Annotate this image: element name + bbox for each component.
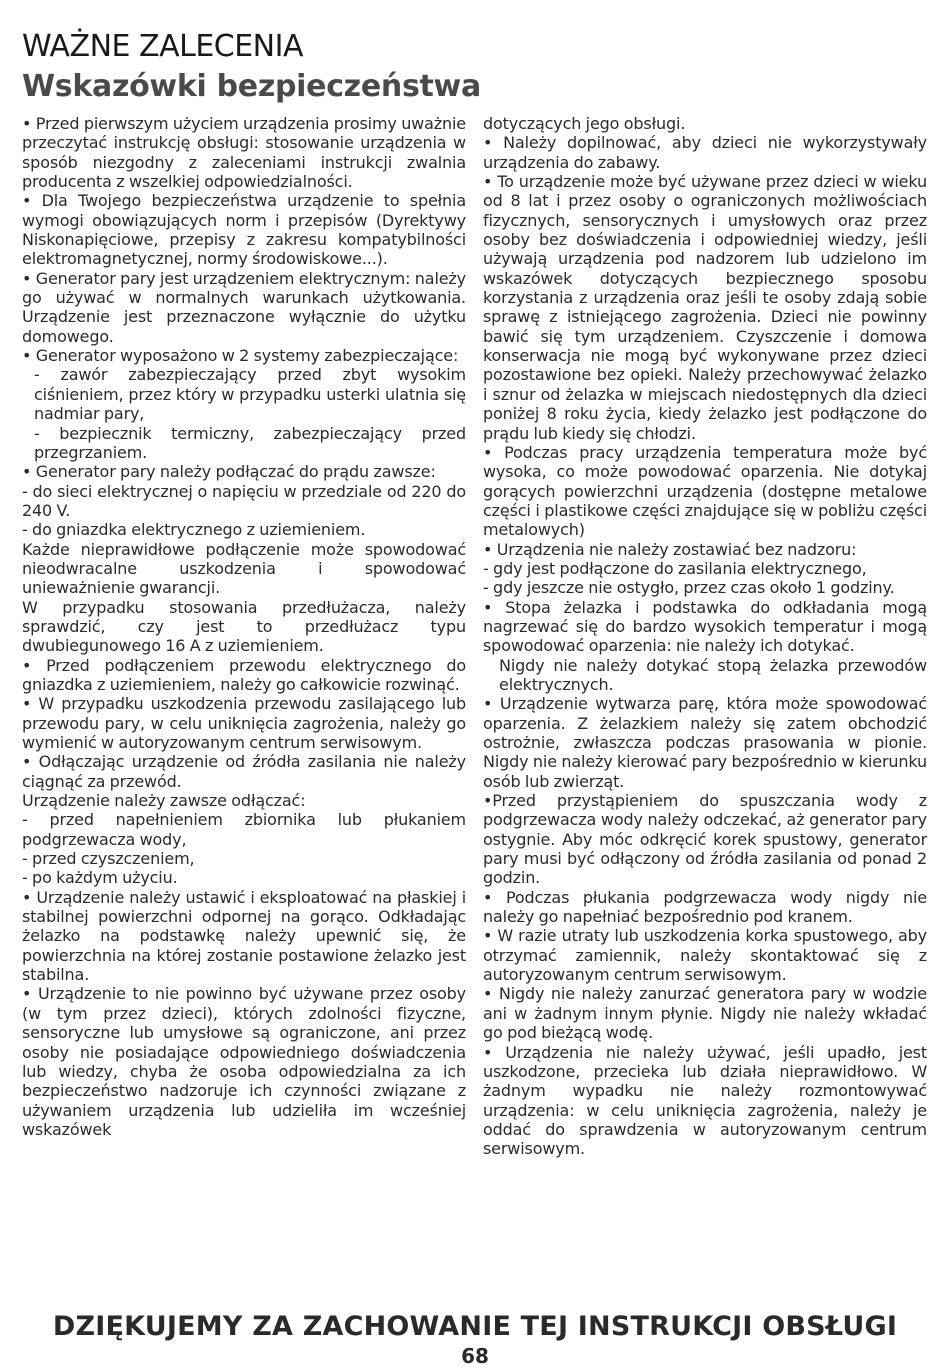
paragraph: dotyczących jego obsługi. [483, 114, 686, 133]
footer-note: DZIĘKUJEMY ZA ZACHOWANIE TEJ INSTRUKCJI OBSŁUGI [52, 1311, 898, 1342]
paragraph: • Generator pary jest urządzeniem elektrycznym: należy go używać w normalnych warunkach użytkowania. Urządzenie jest przeznaczone wyłącznie do użytku domowego. [22, 268, 466, 346]
paragraph: - przed czyszczeniem, [22, 849, 195, 869]
paragraph: • Nigdy nie należy zanurzać generatora pary w wodzie ani w żadnym innym płynie. Nigdy nie należy wkładać go pod bieżącą wodę. [483, 984, 927, 1043]
paragraph: •Przed przystąpieniem do spuszczania wody z podgrzewacza wody należy odczekać, aż generator pary ostygnie. Aby móc odkręcić korek spustowy, generator pary musi być odłączony od źródła zasilania od ponad 2 godzin. [483, 791, 927, 888]
paragraph: • Podczas pracy urządzenia temperatura może być wysoka, co może powodować oparzenia. Nie dotykaj gorących powierzchni urządzenia (dostępne metalowe części i plastikowe części znajdujące się w pobliżu części metalowych) [483, 442, 927, 540]
paragraph: • Urządzenia nie należy używać, jeśli upadło, jest uszkodzone, przecieka lub działa nieprawidłowo. W żadnym wypadku nie należy rozmontowywać urządzenia: w celu uniknięcia zagrożenia, należy je oddać do sprawdzenia w autoryzowanym centrum serwisowym. [483, 1042, 927, 1159]
paragraph: • Odłączając urządzenie od źródła zasilania nie należy ciągnąć za przewód. [22, 752, 466, 791]
paragraph: - przed napełnieniem zbiornika lub płukaniem podgrzewacza wody, [22, 810, 466, 849]
section-title: WAŻNE ZALECENIA [22, 29, 303, 64]
paragraph: • Generator wyposażono w 2 systemy zabezpieczające: [22, 346, 459, 366]
paragraph: • Urządzenie wytwarza parę, która może spowodować oparzenia. Z żelazkiem należy się zatem obchodzić ostrożnie, zwłaszcza podczas prasowania w pionie. Nigdy nie należy kierować pary bezpośrednio w kierunku osób lub zwierząt. [483, 694, 927, 791]
paragraph: • Urządzenia nie należy zostawiać bez nadzoru: [483, 539, 857, 559]
paragraph: - po każdym użyciu. [22, 868, 178, 888]
paragraph: - bezpiecznik termiczny, zabezpieczający przed przegrzaniem. [34, 423, 466, 462]
paragraph: • Urządzenie to nie powinno być używane przez osoby (w tym przez dzieci), których zdolności fizyczne, sensoryczne lub umysłowe są ograniczone, ani przez osoby nie posiadające odpowiedniego doświadczenia lub wiedzy, chyba że osoba odpowiedzialna za ich bezpieczeństwo nadzoruje ich czynności związane z używaniem urządzenia lub udzieliła im wcześniej wskazówek [22, 984, 466, 1139]
paragraph: • Należy dopilnować, aby dzieci nie wykorzystywały urządzenia do zabawy. [483, 133, 927, 172]
paragraph: Nigdy nie należy dotykać stopą żelazka przewodów elektrycznych. [499, 655, 927, 694]
paragraph: • Przed podłączeniem przewodu elektrycznego do gniazdka z uziemieniem, należy go całkowicie rozwinąć. [22, 655, 466, 694]
paragraph: W przypadku stosowania przedłużacza, należy sprawdzić, czy jest to przedłużacz typu dwubiegunowego 16 A z uziemieniem. [22, 597, 466, 656]
right-column [483, 114, 927, 1159]
paragraph: - zawór zabezpieczający przed zbyt wysokim ciśnieniem, przez który w przypadku usterki ulatnia się nadmiar pary, [34, 365, 466, 424]
paragraph: - gdy jeszcze nie ostygło, przez czas około 1 godziny. [483, 578, 895, 598]
paragraph: • Przed pierwszym użyciem urządzenia prosimy uważnie przeczytać instrukcję obsługi: stosowanie urządzenia w sposób niezgodny z zaleceniami instrukcji zwalnia producenta z wszelkiej odpowiedzialności. [22, 114, 466, 192]
section-subtitle: Wskazówki bezpieczeństwa [22, 69, 481, 104]
paragraph: - do gniazdka elektrycznego z uziemieniem. [22, 520, 366, 540]
paragraph: • Urządzenie należy ustawić i eksploatować na płaskiej i stabilnej powierzchni odpornej na gorąco. Odkładając żelazko na podstawkę należy upewnić się, że powierzchnia na której zostanie postawione żelazko jest stabilna. [22, 887, 466, 985]
page-number: 68 [461, 1344, 489, 1368]
left-column [22, 114, 466, 1139]
paragraph: • W razie utraty lub uszkodzenia korka spustowego, aby otrzymać zamiennik, należy skontaktować się z autoryzowanym centrum serwisowym. [483, 926, 927, 985]
paragraph: - do sieci elektrycznej o napięciu w przedziale od 220 do 240 V. [22, 481, 466, 520]
paragraph: • To urządzenie może być używane przez dzieci w wieku od 8 lat i przez osoby o ograniczonych możliwościach fizycznych, sensorycznych i umysłowych oraz przez osoby bez doświadczenia i odpowiedniej wiedzy, jeśli używają urządzenia pod nadzorem lub udzielono im wskazówek dotyczących bezpiecznego sposobu korzystania z urządzenia oraz jeśli te osoby zdają sobie sprawę z istniejącego zagrożenia. Dzieci nie powinny bawić się tym urządzeniem. Czyszczenie i domowa konserwacja nie mogą być wykonywane przez dzieci pozostawione bez opieki. Należy przechowywać żelazko i sznur od żelazka w miejscach niedostępnych dla dzieci poniżej 8 roku życia, kiedy żelazko jest podłączone do prądu lub kiedy się chłodzi. [483, 172, 927, 443]
paragraph: - gdy jest podłączone do zasilania elektrycznego, [483, 558, 867, 578]
paragraph: • Stopa żelazka i podstawka do odkładania mogą nagrzewać się do bardzo wysokich temperatur i mogą spowodować oparzenia: nie należy ich dotykać. [483, 597, 927, 656]
paragraph: • Dla Twojego bezpieczeństwa urządzenie to spełnia wymogi obowiązujących norm i przepisów (Dyrektywy Niskonapięciowe, przepisy z zakresu kompatybilności elektromagnetycznej, normy środowiskowe...). [22, 191, 466, 269]
paragraph: Każde nieprawidłowe podłączenie może spowodować nieodwracalne uszkodzenia i spowodować unieważnienie gwarancji. [22, 539, 466, 598]
paragraph: • Generator pary należy podłączać do prądu zawsze: [22, 462, 436, 482]
paragraph: Urządzenie należy zawsze odłączać: [22, 791, 306, 811]
paragraph: • Podczas płukania podgrzewacza wody nigdy nie należy go napełniać bezpośrednio pod kranem. [483, 887, 927, 927]
paragraph: • W przypadku uszkodzenia przewodu zasilającego lub przewodu pary, w celu uniknięcia zagrożenia, należy go wymienić w autoryzowanym centrum serwisowym. [22, 694, 466, 752]
